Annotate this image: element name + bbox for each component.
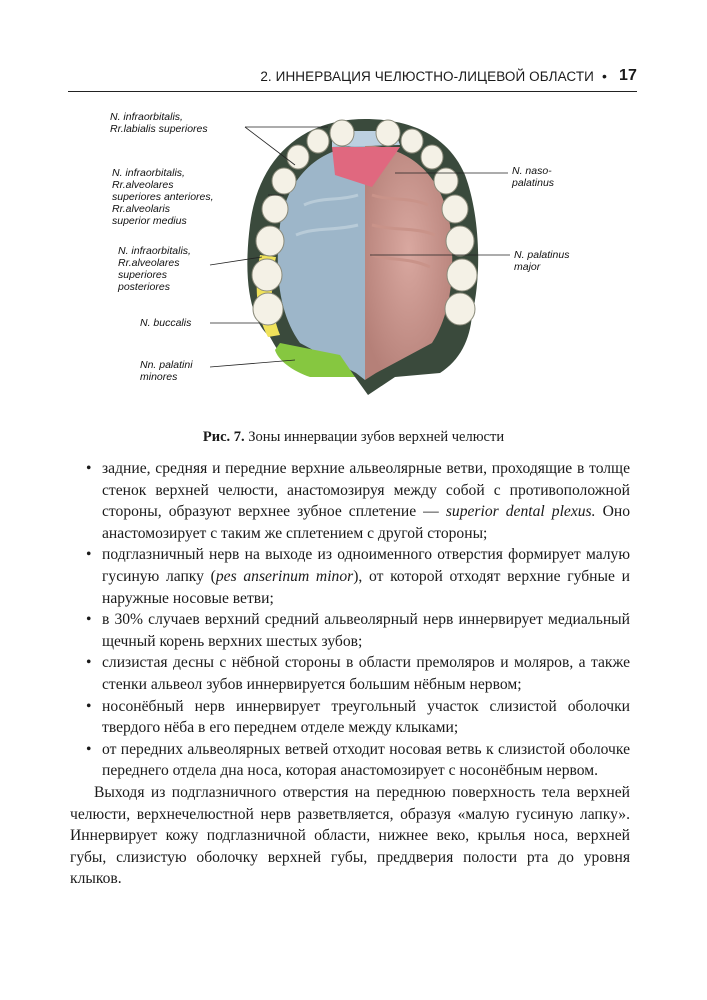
label-line: Rr.alveolares (118, 257, 180, 269)
label-line: N. infraorbitalis, (110, 111, 183, 123)
caption-text: Зоны иннервации зубов верхней челюсти (244, 429, 505, 445)
label-palatinus-major (514, 249, 569, 273)
label-line: N. infraorbitalis, (118, 245, 191, 257)
list-item (84, 696, 630, 739)
list-item-text: ), от которой отходят верхние губные и наружные носовые ветви; (102, 567, 630, 607)
list-item-italic: pes anserinum minor (215, 567, 354, 585)
list-item (84, 739, 630, 782)
header-bullet: • (601, 68, 607, 84)
list-item-text: в 30% случаев верхний средний альвеолярный нерв иннервирует медиальный щечный корень верхних шестых зубов; (102, 611, 630, 650)
label-line: Rr.alveolaris (112, 203, 170, 215)
label-line: N. palatinus (514, 249, 570, 261)
list-item-text: подглазничный нерв на выходе из одноименного отверстия формирует малую гусиную лапку ( (102, 546, 630, 585)
list-item (84, 458, 630, 544)
label-line: N. naso- (512, 165, 552, 177)
label-line: posteriores (118, 281, 170, 293)
label-line: major (514, 261, 541, 273)
label-line: N. infraorbitalis, (112, 167, 185, 179)
paragraph: Выходя из подглазничного отверстия на переднюю поверхность тела верхней челюсти, верхнечелюстной нерв разветвляется, образуя «малую гусиную лапку». Иннервирует кожу подглазничной области, нижнее веко, крылья носа, верхней губы, слизистую оболочку верхней губы, преддверия полости рта до уровня клыков. (70, 783, 630, 888)
body-text (70, 458, 630, 890)
list-item-text: Оно анастомозирует с таким же сплетением с другой стороны; (102, 503, 630, 542)
list-item-text: носонёбный нерв иннервирует треугольный участок слизистой оболочки твердого нёба в его переднем отделе между клыками; (102, 697, 630, 737)
list-item-text: слизистая десны с нёбной стороны в области премоляров и моляров, а также стенки альвеол зубов иннервируется большим нёбным нервом; (102, 654, 630, 693)
upper-jaw-innervation-figure (110, 105, 600, 415)
section-title: 2. ИННЕРВАЦИЯ ЧЕЛЮСТНО-ЛИЦЕВОЙ ОБЛАСТИ (260, 68, 594, 84)
figure-caption (0, 429, 707, 446)
list-item-italic: superior dental plexus. (445, 503, 596, 521)
label-infraorbitalis-anterior-medius (112, 167, 214, 227)
label-line: superiores anteriores, (112, 191, 214, 203)
label-line: Rr.labialis superiores (110, 123, 208, 135)
list-item (84, 652, 630, 695)
caption-number: Рис. 7. (202, 429, 245, 445)
label-line: Rr.alveolares (112, 179, 174, 191)
list-item (84, 609, 630, 652)
list-item-text: от передних альвеолярных ветвей отходит носовая ветвь к слизистой оболочке переднего отдела дна носа, которая анастомозирует с носонёбным нервом. (102, 740, 630, 780)
label-palatini-minores (140, 359, 193, 383)
label-infraorbitalis-labialis (110, 111, 208, 135)
label-infraorbitalis-posterior (118, 245, 191, 293)
label-line: palatinus (512, 177, 555, 189)
label-line: superiores (118, 269, 168, 281)
label-line: Nn. palatini (140, 359, 193, 371)
label-nasopalatinus (512, 165, 554, 189)
page-number: 17 (619, 67, 637, 84)
label-line: superior medius (112, 215, 187, 227)
label-line: N. buccalis (140, 317, 192, 329)
list-item (84, 544, 630, 609)
label-buccalis (140, 317, 191, 329)
header-line (260, 67, 637, 85)
label-line: minores (140, 371, 178, 383)
running-header (68, 63, 637, 92)
list-item-text: задние, средняя и передние верхние альвеолярные ветви, проходящие в толще стенок верхней челюсти, анастомозируя между собой с противоположной стороны, образуют верхнее зубное сплетение — (102, 460, 630, 521)
